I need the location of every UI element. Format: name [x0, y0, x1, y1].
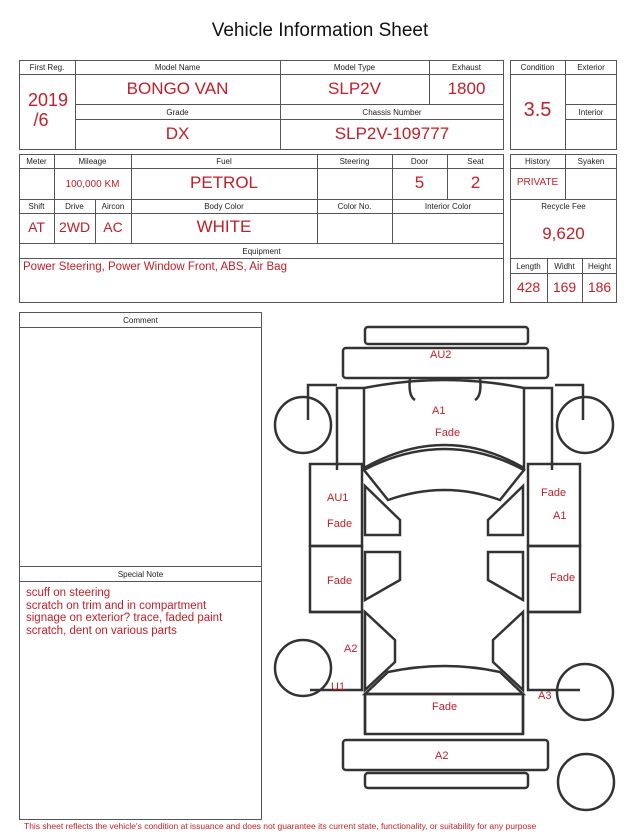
equipment-value: Power Steering, Power Window Front, ABS, Air Bag: [23, 261, 287, 273]
steering-label: Steering: [339, 157, 370, 166]
interior-color-label: Interior Color: [424, 202, 472, 211]
chassis-number-value: SLP2V-109777: [334, 124, 450, 143]
damage-hood-code: A1: [432, 405, 446, 417]
sheet-title: Vehicle Information Sheet: [211, 20, 429, 41]
history-label: History: [525, 157, 550, 166]
damage-left-front-door-fade: Fade: [327, 518, 353, 530]
length-value: 428: [516, 279, 541, 295]
exhaust-value: 1800: [447, 79, 486, 98]
special-note-item: scratch on trim and in compartment: [26, 599, 207, 612]
damage-right-rear-door-fade: Fade: [550, 572, 576, 584]
length-label: Length: [516, 262, 541, 271]
width-label: Widht: [554, 262, 575, 271]
body-color-label: Body Color: [204, 202, 244, 211]
aircon-value: AC: [103, 219, 123, 235]
mileage-label: Mileage: [78, 157, 107, 166]
special-note-list: [26, 587, 236, 637]
body-color-value: WHITE: [196, 217, 252, 236]
first-reg-month: /6: [33, 110, 49, 130]
condition-score: 3.5: [523, 99, 552, 121]
recycle-fee-label: Recycle Fee: [541, 202, 586, 211]
history-value: PRIVATE: [516, 177, 559, 188]
special-note-label: Special Note: [117, 570, 164, 579]
damage-right-front-door-code: A1: [553, 510, 567, 522]
damage-right-rear-code: A3: [538, 690, 552, 702]
first-reg-label: First Reg.: [29, 63, 65, 72]
comment-label: Comment: [123, 316, 158, 325]
chassis-number-label: Chassis Number: [362, 108, 422, 117]
model-name-value: BONGO VAN: [126, 79, 229, 98]
disclaimer-footer: This sheet reflects the vehicle's condition at issuance and does not guarantee its current state, functionality, or suitability for any purpose: [24, 821, 537, 831]
exhaust-label: Exhaust: [452, 63, 481, 72]
damage-left-rear-wheel-code: U1: [331, 681, 346, 693]
aircon-label: Aircon: [101, 202, 125, 211]
condition-label: Condition: [520, 63, 555, 72]
seat-value: 2: [470, 173, 481, 192]
damage-left-front-door-code: AU1: [327, 492, 349, 504]
damage-hood-fade: Fade: [435, 427, 461, 439]
shift-value: AT: [28, 219, 45, 235]
mileage-value: 100,000 KM: [65, 179, 120, 190]
seat-label: Seat: [467, 157, 484, 166]
special-note-item: scratch, dent on various parts: [26, 624, 177, 637]
damage-rear-roof-fade: Fade: [432, 701, 458, 713]
recycle-fee-value: 9,620: [542, 224, 585, 243]
first-reg-year: 2019: [27, 90, 69, 110]
model-type-value: SLP2V: [328, 79, 381, 98]
damage-left-rear-door-fade: Fade: [327, 575, 353, 587]
meter-label: Meter: [26, 157, 47, 166]
interior-label: Interior: [578, 108, 604, 117]
drive-value: 2WD: [58, 219, 91, 235]
shift-label: Shift: [28, 202, 45, 211]
car-damage-diagram: [270, 320, 635, 820]
color-no-label: Color No.: [337, 202, 372, 211]
damage-rear-bumper-code: A2: [435, 750, 449, 762]
damage-front-bumper: AU2: [430, 349, 452, 361]
exterior-label: Exterior: [577, 63, 605, 72]
damage-right-front-door-fade: Fade: [541, 487, 567, 499]
model-type-label: Model Type: [333, 63, 376, 72]
model-name-label: Model Name: [154, 63, 201, 72]
fuel-value: PETROL: [189, 173, 259, 192]
special-note-item: signage on exterior? trace, faded paint: [26, 612, 223, 624]
grade-value: DX: [165, 124, 190, 143]
special-note-item: scuff on steering: [26, 587, 111, 599]
height-label: Height: [587, 262, 612, 271]
syaken-label: Syaken: [577, 157, 605, 166]
height-value: 186: [587, 279, 612, 295]
grade-label: Grade: [166, 108, 189, 117]
width-value: 169: [552, 279, 577, 295]
damage-left-rear-quarter-code: A2: [344, 643, 358, 655]
fuel-label: Fuel: [216, 157, 232, 166]
equipment-label: Equipment: [242, 247, 281, 256]
door-label: Door: [410, 157, 429, 166]
drive-label: Drive: [65, 202, 84, 211]
door-value: 5: [414, 173, 425, 192]
